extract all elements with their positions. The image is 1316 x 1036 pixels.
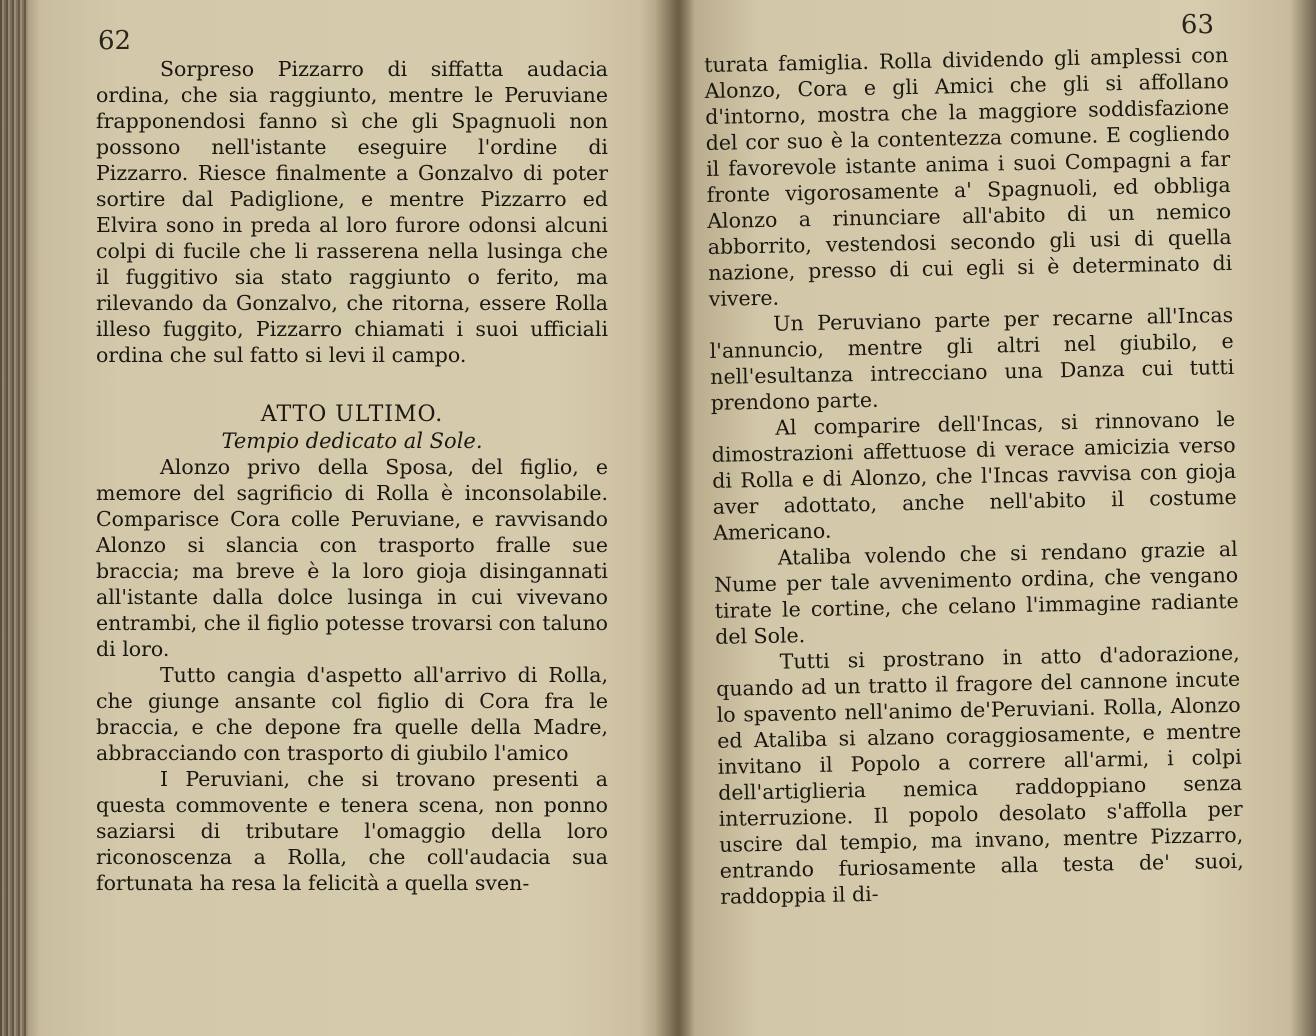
- right-page-text: [704, 42, 1244, 910]
- right-paragraph-5: Tutti si prostrano in atto d'adorazione, quando ad un tratto il fragore del cannone incute lo spavento nell'animo de'Peruviani. Rolla, Alonzo ed Ataliba si alzano coraggiosamente, e mentre invitano il Popolo a correre all'armi, i colpi dell'artiglieria nemica raddoppiano senza interruzione. Il popolo desolato s'affolla per uscire dal tempio, ma invano, mentre Pizzarro, entrando furiosamente alla testa de' suoi, raddoppia il di-: [715, 640, 1244, 909]
- right-paragraph-1: turata famiglia. Rolla dividendo gli amplessi con Alonzo, Cora e gli Amici che gli si affollano d'intorno, mostra che la maggiore soddisfazione del cor suo è la contentezza comune. E cogliendo il favorevole istante anima i suoi Compagni a far fronte vigorosamente a' Spagnuoli, ed obbliga Alonzo a rinunciare all'abito di un nemico abborrito, vestendosi secondo gli usi di quella nazione, presso di cui egli si è determinato di vivere.: [704, 42, 1233, 311]
- right-paragraph-3: Al comparire dell'Incas, si rinnovano le dimostrazioni affettuose di verace amicizia verso di Rolla e di Alonzo, che l'Incas ravvisa con gioja aver adottato, anche nell'abito il costume Americano.: [711, 406, 1237, 545]
- left-paragraph-4: I Peruviani, che si trovano presenti a questa commovente e tenera scena, non ponno saziarsi di tributare l'omaggio della loro riconoscenza a Rolla, che coll'audacia sua fortunata ha resa la felicità a quella sven-: [96, 767, 608, 895]
- book-gutter: [655, 0, 695, 1036]
- act-heading: ATTO ULTIMO.: [260, 402, 444, 427]
- left-paragraph-3: Tutto cangia d'aspetto all'arrivo di Rolla, che giunge ansante col figlio di Cora fra le braccia, e che depone fra quelle della Madre, abbracciando con trasporto di giubilo l'amico: [96, 663, 608, 765]
- left-page-text: [96, 56, 608, 896]
- left-paragraph-1: Sorpreso Pizzarro di siffatta audacia ordina, che sia raggiunto, mentre le Peruviane frapponendosi fanno sì che gli Spagnuoli non possono nell'istante eseguire l'ordine di Pizzarro. Riesce finalmente a Gonzalvo di poter sortire dal Padiglione, e mentre Pizzarro ed Elvira sono in preda al loro furore odonsi alcuni colpi di fucile che li rasserena nella lusinga che il fuggitivo sia stato raggiunto o ferito, ma rilevando da Gonzalvo, che ritorna, essere Rolla illeso fuggito, Pizzarro chiamati i suoi ufficiali ordina che sul fatto si levi il campo.: [96, 57, 608, 367]
- left-paragraph-2: Alonzo privo della Sposa, del figlio, e memore del sagrificio di Rolla è inconsolabile. Comparisce Cora colle Peruviane, e ravvisando Alonzo si slancia con trasporto fralle sue braccia; ma breve è la loro gioja disingannati all'istante dalla dolce lusinga in cui vivevano entrambi, che il figlio potesse trovarsi con taluno di loro.: [96, 455, 608, 661]
- right-page-number: 63: [1180, 10, 1214, 40]
- left-page-number: 62: [98, 26, 132, 56]
- scene-subheading: Tempio dedicato al Sole.: [221, 429, 483, 453]
- right-page: [700, 0, 1260, 1036]
- left-page: [60, 0, 620, 1036]
- right-paragraph-4: Ataliba volendo che si rendano grazie al Nume per tale avvenimento ordina, che vengano tirate le cortine, che celano l'immagine radiante del Sole.: [714, 536, 1239, 649]
- right-paragraph-2: Un Peruviano parte per recarne all'Incas l'annuncio, mentre gli altri nel giubilo, e nell'esultanza intrecciano una Danza cui tutti prendono parte.: [709, 302, 1235, 415]
- page-edges: [0, 0, 28, 1036]
